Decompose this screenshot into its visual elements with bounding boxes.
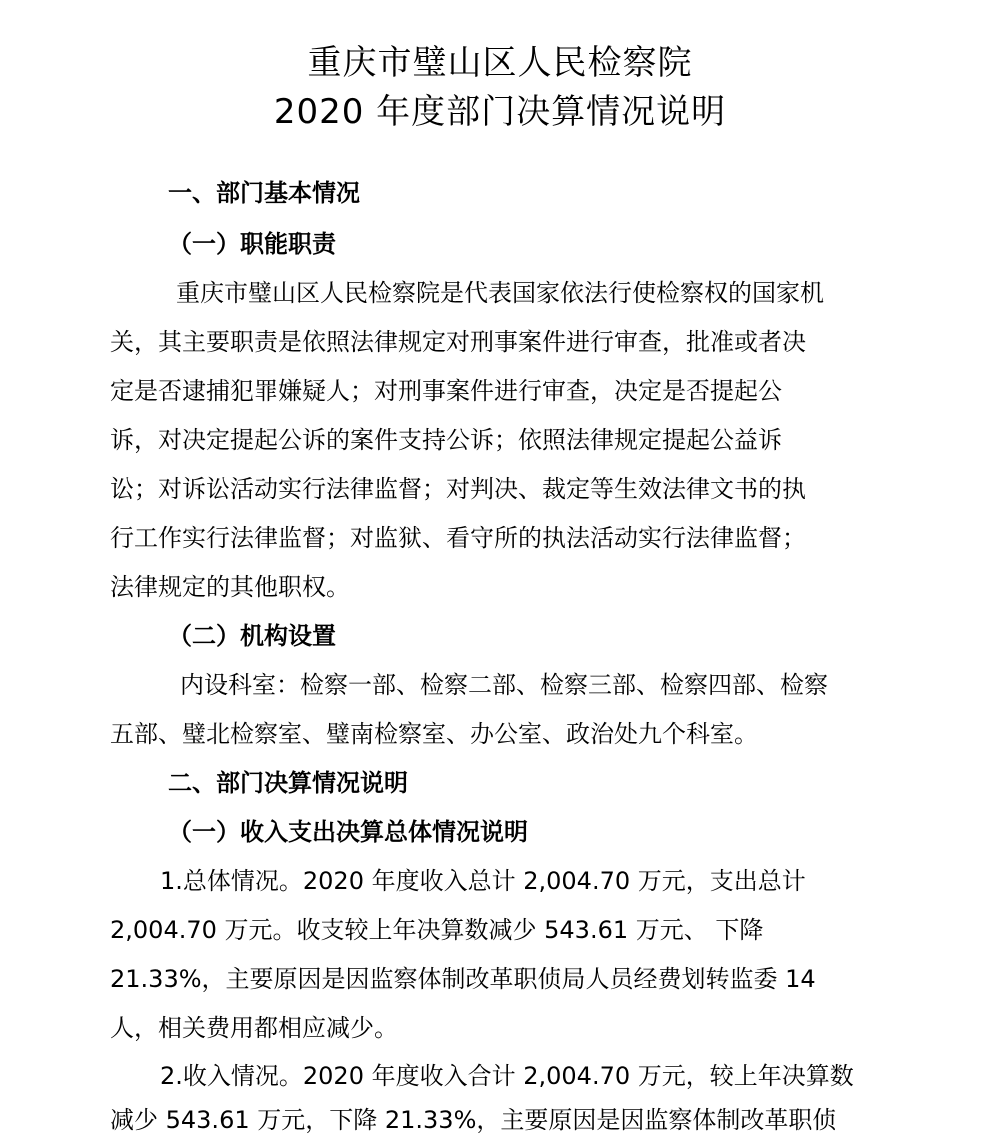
paragraph-line: 2.收入情况。2020 年度收入合计 2,004.70 万元，较上年决算数 [160,1062,854,1090]
paragraph-line: 关，其主要职责是依照法律规定对刑事案件进行审查，批准或者决 [110,328,806,356]
paragraph-line: 减少 543.61 万元，下降 21.33%，主要原因是因监察体制改革职侦 [110,1106,837,1134]
document-title-line-1: 重庆市璧山区人民检察院 [307,43,693,83]
paragraph-line: 1.总体情况。2020 年度收入总计 2,004.70 万元，支出总计 [160,867,806,895]
paragraph-line: 2,004.70 万元。收支较上年决算数减少 543.61 万元、 下降 [110,916,764,944]
section-heading-basic-info: 一、部门基本情况 [168,179,360,207]
paragraph-line: 人，相关费用都相应减少。 [110,1014,398,1042]
paragraph-line: 内设科室：检察一部、检察二部、检察三部、检察四部、检察 [180,671,828,699]
paragraph-line: 讼；对诉讼活动实行法律监督；对判决、裁定等生效法律文书的执 [110,475,806,503]
paragraph-line: 行工作实行法律监督；对监狱、看守所的执法活动实行法律监督； [110,524,806,552]
subsection-heading-income-expense: （一）收入支出决算总体情况说明 [168,818,528,846]
paragraph-line: 五部、璧北检察室、璧南检察室、办公室、政治处九个科室。 [110,720,758,748]
document-title-line-2: 2020 年度部门决算情况说明 [273,92,727,132]
paragraph-line: 21.33%，主要原因是因监察体制改革职侦局人员经费划转监委 14 [110,965,816,993]
subsection-heading-functions: （一）职能职责 [168,230,336,258]
paragraph-line: 重庆市璧山区人民检察院是代表国家依法行使检察权的国家机 [176,279,824,307]
paragraph-line: 定是否逮捕犯罪嫌疑人；对刑事案件进行审查，决定是否提起公 [110,377,782,405]
subsection-heading-organization: （二）机构设置 [168,622,336,650]
paragraph-line: 法律规定的其他职权。 [110,573,350,601]
paragraph-line: 诉，对决定提起公诉的案件支持公诉；依照法律规定提起公益诉 [110,426,782,454]
section-heading-final-accounts: 二、部门决算情况说明 [168,769,408,797]
